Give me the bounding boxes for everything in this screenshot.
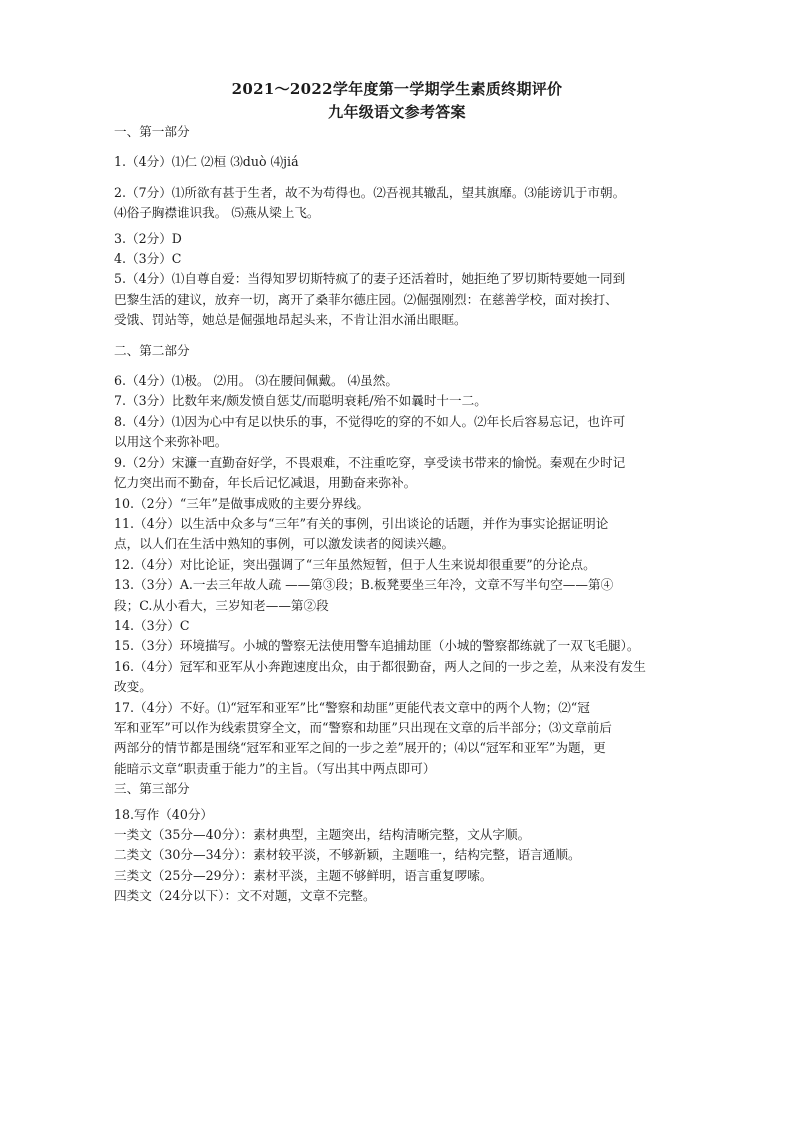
answer-q10: 10.（2分）“三年”是做事成败的主要分界线。 bbox=[114, 495, 370, 511]
answer-q7: 7.（3分）比数年来/颇发愤自惩艾/而聪明衰耗/殆不如曩时十一二。 bbox=[114, 393, 487, 409]
section-part-1 bbox=[114, 122, 686, 331]
answer-q2-cont: ⑷俗子胸襟谁识我。 ⑸燕从梁上飞。 bbox=[114, 205, 320, 221]
grading-tier-1: 一类文（35分—40分）：素材典型，主题突出，结构清晰完整，文从字顺。 bbox=[114, 827, 531, 842]
document-subtitle: 九年级语文参考答案 bbox=[328, 103, 466, 121]
answer-q8-cont: 以用这个来弥补吧。 bbox=[114, 434, 228, 450]
answer-q5-cont: 巴黎生活的建议，放弃一切，离开了桑菲尔德庄园。⑵倔强刚烈：在慈善学校，面对挨打、 bbox=[114, 291, 618, 307]
answer-q11-cont: 点，以人们在生活中熟知的事例，可以激发读者的阅读兴趣。 bbox=[114, 536, 455, 552]
section-heading: 三、第三部分 bbox=[114, 781, 190, 797]
answer-q14: 14.（3分）C bbox=[114, 617, 190, 633]
document-title: 2021～2022学年度第一学期学生素质终期评价 bbox=[231, 80, 563, 98]
answer-q12: 12.（4分）对比论证，突出强调了“三年虽然短暂，但于人生来说却很重要”的分论点。 bbox=[114, 556, 596, 572]
answer-q1: 1.（4分）⑴仁 ⑵桓 ⑶duò ⑷jiá bbox=[114, 154, 299, 170]
section-heading: 二、第二部分 bbox=[114, 342, 190, 358]
answer-q5-cont: 受饿、罚站等，她总是倔强地昂起头来，不肯让泪水涌出眼眶。 bbox=[114, 312, 467, 328]
answer-q17-cont: 两部分的情节都是围绕“冠军和亚军之间的一步之差”展开的；⑷以“冠军和亚军”为题，更 bbox=[114, 740, 606, 756]
answer-q17-cont: 能暗示文章“职责重于能力”的主旨。（写出其中两点即可） bbox=[114, 760, 436, 776]
answer-q18: 18.写作（40分） bbox=[114, 806, 214, 822]
answer-q17-cont: 军和亚军”可以作为线索贯穿全文，而“警察和劫匪”只出现在文章的后半部分；⑶文章前后 bbox=[114, 719, 612, 735]
answer-q2: 2.（7分）⑴所欲有甚于生者，故不为苟得也。⑵吾视其辙乱，望其旗靡。⑶能谤讥于市朝。 bbox=[114, 184, 626, 200]
grading-tier-2: 二类文（30分—34分）：素材较平淡，不够新颖，主题唯一，结构完整，语言通顺。 bbox=[114, 847, 581, 863]
answer-q9-cont: 忆力突出而不勤奋，年长后记忆减退，用勤奋来弥补。 bbox=[114, 475, 417, 491]
answer-q11: 11.（4分）以生活中众多与“三年”有关的事例，引出谈论的话题，并作为事实论据证明论 bbox=[114, 515, 609, 531]
section-part-3 bbox=[114, 779, 686, 906]
answer-q8: 8.（4分）⑴因为心中有足以快乐的事，不觉得吃的穿的不如人。⑵年长后容易忘记，也许可 bbox=[114, 413, 626, 429]
answer-content bbox=[114, 122, 686, 907]
answer-q9: 9.（2分）宋濂一直勤奋好学，不畏艰难，不注重吃穿，享受读书带来的愉悦。秦观在少时记 bbox=[114, 454, 626, 470]
answer-q17: 17.（4分）不好。⑴“冠军和亚军”比“警察和劫匪”更能代表文章中的两个人物；⑵“冠 bbox=[114, 699, 590, 715]
grading-tier-3: 三类文（25分—29分）：素材平淡，主题不够鲜明，语言重复啰嗦。 bbox=[114, 867, 493, 883]
answer-q5: 5.（4分）⑴自尊自爱：当得知罗切斯特疯了的妻子还活着时，她拒绝了罗切斯特要她一同到 bbox=[114, 271, 626, 287]
section-heading: 一、第一部分 bbox=[114, 124, 190, 139]
answer-q13: 13.（3分）A.一去三年故人疏 ——第③段；B.板凳要坐三年冷，文章不写半句空——第④ bbox=[114, 577, 614, 593]
answer-q16-cont: 改变。 bbox=[114, 679, 152, 695]
answer-q6: 6.（4分）⑴极。 ⑵用。 ⑶在腰间佩戴。 ⑷虽然。 bbox=[114, 373, 398, 389]
grading-tier-4: 四类文（24分以下）：文不对题，文章不完整。 bbox=[114, 888, 376, 904]
answer-q16: 16.（4分）冠军和亚军从小奔跑速度出众，由于都很勤奋，两人之间的一步之差，从来没有发生 bbox=[114, 658, 646, 674]
answer-q13-cont: 段；C.从小看大，三岁知老——第②段 bbox=[114, 597, 329, 613]
answer-q15: 15.（3分）环境描写。小城的警察无法使用警车追捕劫匪（小城的警察都练就了一双飞毛腿）。 bbox=[114, 638, 640, 654]
answer-q4: 4.（3分）C bbox=[114, 251, 182, 267]
section-part-2 bbox=[114, 341, 686, 780]
answer-q3: 3.（2分）D bbox=[114, 230, 182, 246]
